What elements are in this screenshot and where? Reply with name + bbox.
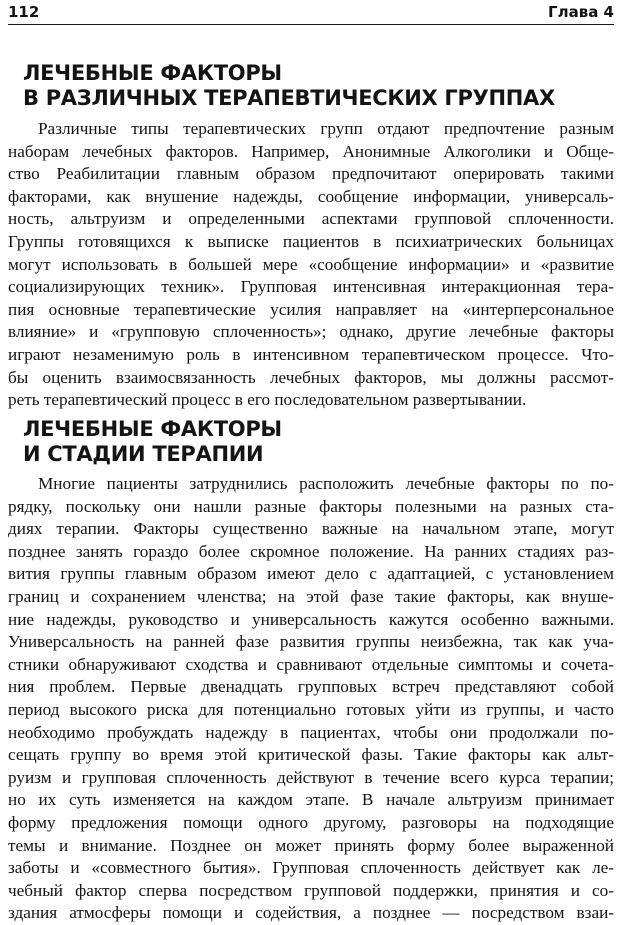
text-line: Группы готовящихся к выписке пациентов в психиатрических больницах	[8, 231, 614, 251]
text-line: позднее занять гораздо более скромное положение. На ранних стадиях раз-	[8, 541, 614, 561]
text-line: стники обнаруживают сходства и сравнивают отдельные симптомы и сочета-	[8, 654, 614, 674]
text-line: границ и сохранением членства; на этой фазе такие факторы, как внуше-	[8, 586, 614, 606]
text-line: играют незаменимую роль в интенсивном терапевтическом процессе. Что-	[8, 344, 614, 364]
paragraph-therapeutic-groups	[8, 118, 614, 412]
page-number: 112	[8, 3, 40, 21]
text-line: факторами, как внушение надежды, сообщение информации, универсаль-	[8, 186, 614, 206]
text-line: бы оценить взаимосвязанность лечебных факторов, мы должны рассмот-	[8, 367, 614, 387]
running-head	[8, 2, 614, 25]
text-line: ние надежды, руководство и универсальность кажутся особенно важными.	[8, 609, 614, 629]
text-line: вития группы главным образом имеют дело с адаптацией, с установлением	[8, 564, 614, 584]
text-line: реть терапевтический процесс в его последовательном развертывании.	[8, 390, 527, 410]
text-line: сещать группу во время этой критической фазы. Такие факторы как альт-	[8, 745, 614, 765]
text-line: заботы и «совместного бытия». Групповая сплоченность действует как ле-	[8, 858, 614, 878]
heading-line: И СТАДИИ ТЕРАПИИ	[23, 442, 264, 466]
text-line: могут использовать в большей мере «сообщение информации» и «развитие	[8, 254, 614, 274]
text-line: диях терапии. Факторы существенно важные на начальном этапе, могут	[8, 519, 614, 539]
book-page	[8, 0, 614, 923]
text-line: здания атмосферы помощи и содействия, а позднее — посредством взаи-	[8, 903, 614, 923]
heading-line: В РАЗЛИЧНЫХ ТЕРАПЕВТИЧЕСКИХ ГРУППАХ	[23, 86, 555, 110]
text-line: руизм и групповая сплоченность действуют в течение всего курса терапии;	[8, 767, 614, 787]
text-line: влияние» и «групповую сплоченность»; однако, другие лечебные факторы	[8, 322, 614, 342]
paragraph-therapy-stages	[8, 473, 614, 925]
text-line: ность, альтруизм и определенными аспектами групповой сплоченности.	[8, 209, 614, 229]
text-line: Многие пациенты затруднились расположить лечебные факторы по по-	[38, 474, 614, 493]
text-line: форму предложения помощи одного другому, разговоры на подходящие	[8, 812, 614, 832]
text-line: рядку, поскольку они нашли разные факторы полезными на разных ста-	[8, 496, 614, 516]
chapter-label: Глава 4	[548, 3, 614, 21]
text-line: ство Реабилитации главным образом предпочитают оперировать такими	[8, 164, 614, 184]
heading-line: ЛЕЧЕБНЫЕ ФАКТОРЫ	[23, 417, 282, 441]
text-line: период высокого риска для потенциально готовых уйти из группы, и часто	[8, 699, 614, 719]
text-line: наборам лечебных факторов. Например, Анонимные Алкоголики и Обще-	[8, 141, 614, 161]
text-line: пия основные терапевтические усилия направляет на «интерперсональное	[8, 299, 614, 319]
text-line: социализирующих техник». Групповая интенсивная интеракционная тера-	[8, 277, 614, 297]
text-line: ния проблем. Первые двенадцать групповых встреч представляют собой	[8, 677, 614, 697]
text-line: но их суть изменяется на каждом этапе. В начале альтруизм принимает	[8, 790, 614, 810]
text-line: чебный фактор сперва посредством групповой поддержки, принятия и со-	[8, 880, 614, 900]
section-heading-therapy-stages	[23, 417, 613, 467]
text-line: необходимо пробуждать надежду в пациентах, чтобы они продолжали по-	[8, 722, 614, 742]
text-line: темы и внимание. Позднее он может принять форму более выраженной	[8, 835, 614, 855]
heading-line: ЛЕЧЕБНЫЕ ФАКТОРЫ	[23, 61, 282, 85]
text-line: Различные типы терапевтических групп отдают предпочтение разным	[38, 119, 614, 138]
section-heading-therapeutic-groups	[23, 61, 613, 111]
text-line: Универсальность на ранней фазе развития группы неизбежна, так как уча-	[8, 632, 614, 652]
